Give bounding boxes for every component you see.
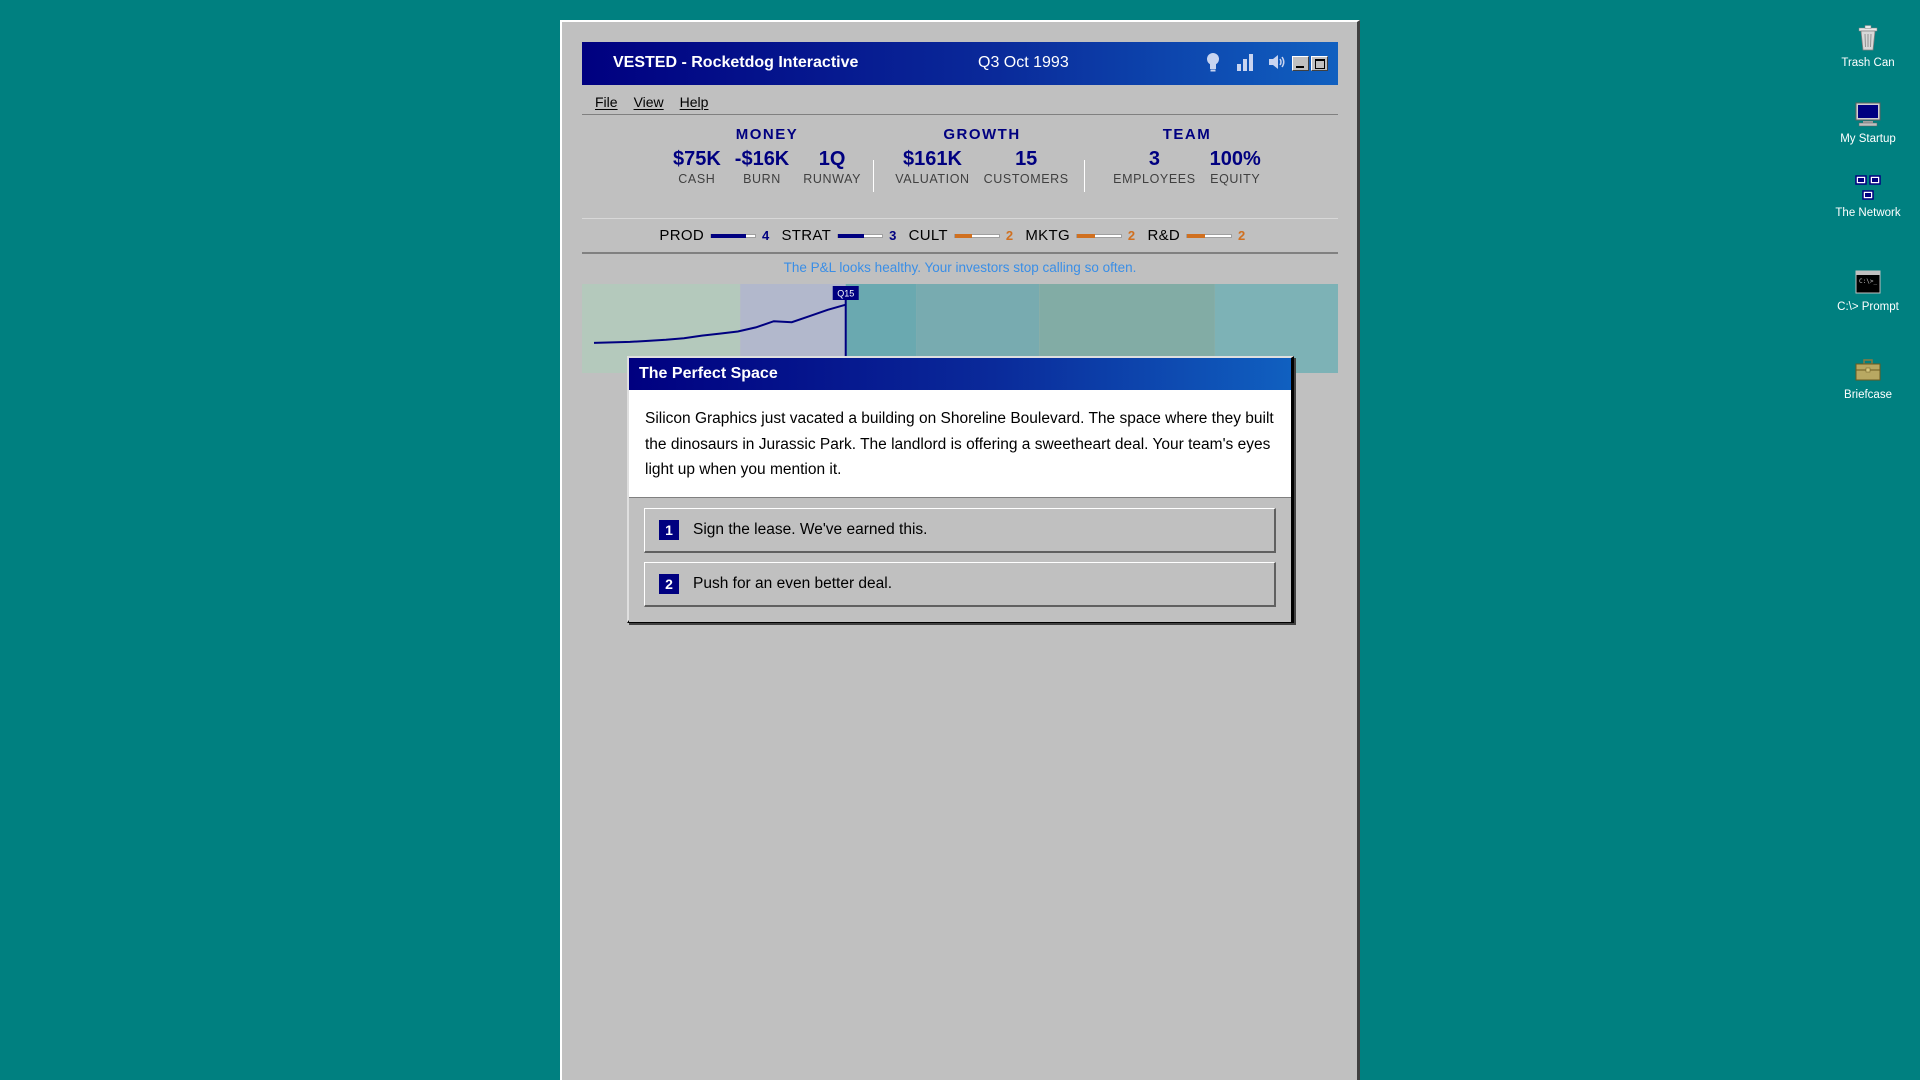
skill-mktg-meter xyxy=(1076,234,1122,238)
desktop-briefcase[interactable] xyxy=(1832,354,1904,402)
skill-rd-label: R&D xyxy=(1147,227,1181,244)
runway-label: RUNWAY xyxy=(803,172,862,186)
title-bar xyxy=(582,42,1338,85)
skill-strat-meter xyxy=(837,234,883,238)
customers-stat xyxy=(977,147,1076,187)
skill-prod-meter xyxy=(710,234,756,238)
money-title: MONEY xyxy=(735,126,799,143)
skill-strat xyxy=(782,227,897,244)
skill-rd-meter-fill xyxy=(1187,234,1205,238)
desktop-prompt-label: C:\> Prompt xyxy=(1837,301,1899,313)
choice-1-label: Sign the lease. We've earned this. xyxy=(693,521,928,538)
speaker-icon[interactable] xyxy=(1268,51,1286,73)
status-message: The P&L looks healthy. Your investors stop calling so often. xyxy=(783,260,1137,275)
skill-strat-label: STRAT xyxy=(781,227,832,244)
menu-file[interactable]: File xyxy=(595,93,618,110)
burn-stat xyxy=(728,147,796,187)
choice-2-button[interactable] xyxy=(644,562,1276,607)
skill-cult-meter xyxy=(954,234,1000,238)
desktop-trash-can-label: Trash Can xyxy=(1841,57,1895,69)
skill-cult-meter-fill xyxy=(955,234,973,238)
skill-prod-meter-fill xyxy=(711,234,746,238)
bar-chart-icon[interactable] xyxy=(1236,51,1254,73)
team-group xyxy=(1092,126,1282,187)
trash-icon xyxy=(1852,22,1884,54)
team-title: TEAM xyxy=(1162,126,1212,143)
menu-bar xyxy=(582,89,1338,115)
skill-prod-level: 4 xyxy=(761,228,770,243)
desktop-prompt[interactable] xyxy=(1832,266,1904,314)
valuation-label: VALUATION xyxy=(895,172,970,186)
growth-group xyxy=(882,126,1082,187)
desktop-my-startup-label: My Startup xyxy=(1840,133,1896,145)
customers-value: 15 xyxy=(1015,148,1038,170)
skill-rd-level: 2 xyxy=(1238,228,1246,243)
employees-label: EMPLOYEES xyxy=(1113,172,1196,186)
current-quarter-label: Q15 xyxy=(837,288,855,299)
employees-stat xyxy=(1106,147,1203,187)
equity-value: 100% xyxy=(1209,148,1261,170)
svg-text:C:\>_: C:\>_ xyxy=(1859,278,1878,285)
dialog-choices xyxy=(629,498,1291,622)
valuation-stat xyxy=(888,147,976,187)
runway-value: 1Q xyxy=(818,148,846,170)
stats-divider xyxy=(1084,160,1085,192)
skill-mktg-meter-fill xyxy=(1077,234,1095,238)
app-title: VESTED - Rocketdog Interactive xyxy=(613,54,859,71)
game-date: Q3 Oct 1993 xyxy=(978,54,1069,71)
skill-mktg-label: MKTG xyxy=(1025,227,1070,244)
runway-stat xyxy=(796,147,868,187)
choice-1-key: 1 xyxy=(659,520,679,540)
skill-cult xyxy=(909,227,1014,244)
choice-2-label: Push for an even better deal. xyxy=(693,575,893,592)
skill-prod xyxy=(659,227,769,244)
menu-view[interactable]: View xyxy=(633,93,664,110)
network-icon xyxy=(1852,172,1884,204)
employees-value: 3 xyxy=(1148,148,1160,170)
money-group xyxy=(652,126,882,187)
cash-label: CASH xyxy=(678,172,716,186)
computer-icon xyxy=(1852,98,1884,130)
skill-strat-meter-fill xyxy=(838,234,864,238)
desktop-my-startup[interactable] xyxy=(1832,98,1904,146)
menu-help[interactable]: Help xyxy=(679,93,709,110)
skill-strat-level: 3 xyxy=(889,228,897,243)
minimize-button[interactable] xyxy=(1292,56,1309,71)
skill-rd xyxy=(1147,227,1245,244)
skill-cult-level: 2 xyxy=(1005,228,1014,243)
skills-bar xyxy=(582,218,1338,254)
equity-label: EQUITY xyxy=(1210,172,1261,186)
terminal-icon xyxy=(1852,266,1884,298)
burn-value: -$16K xyxy=(734,148,790,170)
cash-value: $75K xyxy=(672,148,721,170)
equity-stat xyxy=(1203,147,1268,187)
skill-cult-label: CULT xyxy=(908,227,948,244)
dialog-title: The Perfect Space xyxy=(629,358,1291,390)
skill-rd-meter xyxy=(1186,234,1232,238)
growth-title: GROWTH xyxy=(943,126,1021,143)
stats-divider xyxy=(873,160,874,192)
briefcase-icon xyxy=(1852,354,1884,386)
maximize-button[interactable] xyxy=(1311,56,1328,71)
desktop-trash-can[interactable] xyxy=(1832,22,1904,70)
choice-1-button[interactable] xyxy=(644,508,1276,553)
skill-prod-label: PROD xyxy=(659,227,704,244)
desktop-the-network-label: The Network xyxy=(1835,207,1901,219)
skill-mktg-level: 2 xyxy=(1127,228,1136,243)
valuation-value: $161K xyxy=(903,148,962,170)
desktop-briefcase-label: Briefcase xyxy=(1844,389,1892,401)
dialog-body: Silicon Graphics just vacated a building on Shoreline Boulevard. The space where they built the dinosaurs in Jurassic Park. The landlord is offering a sweetheart deal. Your team's eyes light up when you mention it. xyxy=(629,390,1291,498)
choice-2-key: 2 xyxy=(659,574,679,594)
stats-panel xyxy=(582,126,1338,216)
burn-label: BURN xyxy=(743,172,781,186)
lightbulb-icon[interactable] xyxy=(1204,51,1222,73)
event-dialog xyxy=(627,356,1294,623)
cash-stat xyxy=(666,147,728,187)
customers-label: CUSTOMERS xyxy=(983,172,1069,186)
skill-mktg xyxy=(1025,227,1135,244)
desktop-the-network[interactable] xyxy=(1832,172,1904,220)
